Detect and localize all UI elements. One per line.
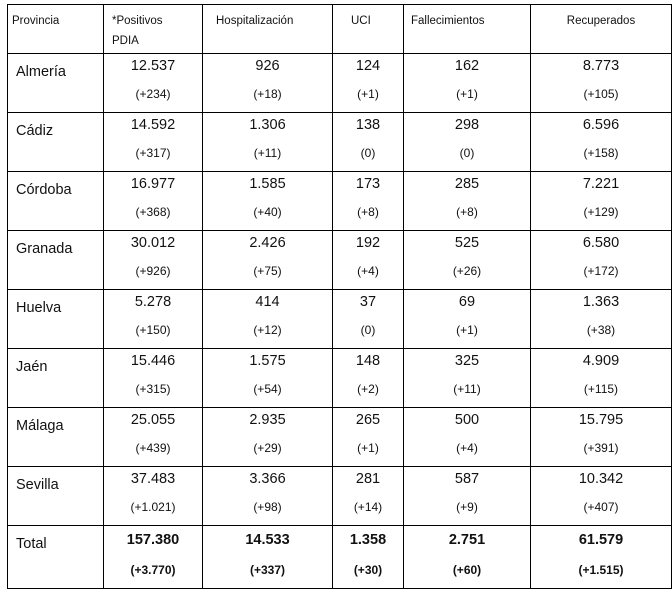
- table-row: [8, 349, 672, 408]
- table-row: [8, 54, 672, 113]
- positivos-value: 25.055: [130, 412, 176, 428]
- recuperados-value: 6.596: [582, 117, 620, 133]
- recuperados-value: 8.773: [582, 58, 620, 74]
- uci-change: (+8): [357, 205, 379, 219]
- recuperados-cell: [531, 54, 672, 113]
- fallecimientos-value: 525: [454, 235, 480, 251]
- positivos-change: (+926): [135, 264, 171, 278]
- uci-change: (+1): [357, 87, 379, 101]
- header-uci: UCI: [333, 5, 404, 54]
- positivos-cell: [104, 290, 203, 349]
- uci-value: 173: [355, 176, 381, 192]
- hospitalizacion-change: (+18): [253, 87, 282, 101]
- hospitalizacion-value: 1.306: [249, 117, 286, 133]
- positivos-cell: [104, 172, 203, 231]
- hospitalizacion-value: 414: [255, 294, 280, 310]
- fallecimientos-value: 325: [454, 353, 480, 369]
- fallecimientos-value: 69: [458, 294, 476, 310]
- fallecimientos-change: (+11): [453, 382, 481, 396]
- recuperados-change: (+129): [583, 205, 619, 219]
- hospitalizacion-change: (+29): [253, 441, 282, 455]
- positivos-change: (+1.021): [130, 500, 176, 514]
- hospitalizacion-value: 926: [255, 58, 280, 74]
- fallecimientos-cell: [404, 231, 531, 290]
- uci-cell: [333, 467, 404, 526]
- fallecimientos-change: (0): [459, 146, 475, 160]
- fallecimientos-value: 587: [454, 471, 480, 487]
- hospitalizacion-change: (+54): [253, 382, 282, 396]
- uci-change: (+4): [357, 264, 379, 278]
- uci-value: 37: [359, 294, 377, 310]
- recuperados-cell: [531, 231, 672, 290]
- hospitalizacion-value: 2.935: [249, 412, 286, 428]
- table-row: [8, 467, 672, 526]
- recuperados-cell: [531, 290, 672, 349]
- province-name: Córdoba: [8, 172, 104, 231]
- positivos-cell: [104, 526, 203, 589]
- hospitalizacion-value: 3.366: [249, 471, 286, 487]
- hospitalizacion-cell: [203, 349, 333, 408]
- recuperados-value: 7.221: [582, 176, 620, 192]
- fallecimientos-cell: [404, 526, 531, 589]
- uci-change: (0): [360, 146, 376, 160]
- fallecimientos-change: (+4): [456, 441, 478, 455]
- positivos-change: (+234): [135, 87, 171, 101]
- recuperados-change: (+115): [583, 382, 619, 396]
- recuperados-value: 61.579: [578, 532, 624, 548]
- uci-cell: [333, 526, 404, 589]
- positivos-cell: [104, 231, 203, 290]
- positivos-value: 30.012: [130, 235, 176, 251]
- positivos-change: (+150): [135, 323, 171, 337]
- positivos-value: 157.380: [126, 532, 180, 548]
- province-name: Granada: [8, 231, 104, 290]
- positivos-change: (+317): [135, 146, 171, 160]
- recuperados-cell: [531, 526, 672, 589]
- hospitalizacion-value: 2.426: [249, 235, 286, 251]
- uci-cell: [333, 408, 404, 467]
- recuperados-value: 1.363: [582, 294, 620, 310]
- positivos-cell: [104, 113, 203, 172]
- hospitalizacion-change: (+337): [249, 563, 286, 577]
- header-provincia: Provincia: [8, 5, 104, 54]
- hospitalizacion-cell: [203, 172, 333, 231]
- fallecimientos-cell: [404, 467, 531, 526]
- province-name: Total: [8, 526, 104, 589]
- positivos-change: (+3.770): [130, 563, 176, 577]
- header-positivos: [104, 5, 203, 54]
- recuperados-cell: [531, 113, 672, 172]
- uci-value: 124: [355, 58, 381, 74]
- fallecimientos-change: (+26): [452, 264, 482, 278]
- uci-cell: [333, 54, 404, 113]
- positivos-cell: [104, 54, 203, 113]
- recuperados-change: (+407): [583, 500, 619, 514]
- hospitalizacion-change: (+12): [253, 323, 282, 337]
- province-name: Huelva: [8, 290, 104, 349]
- hospitalizacion-cell: [203, 231, 333, 290]
- fallecimientos-cell: [404, 408, 531, 467]
- recuperados-cell: [531, 467, 672, 526]
- fallecimientos-change: (+9): [456, 500, 478, 514]
- province-name: Sevilla: [8, 467, 104, 526]
- table-body: [8, 54, 672, 589]
- fallecimientos-value: 500: [454, 412, 480, 428]
- fallecimientos-change: (+60): [452, 563, 482, 577]
- table-row: [8, 290, 672, 349]
- recuperados-cell: [531, 172, 672, 231]
- recuperados-change: (+158): [583, 146, 619, 160]
- hospitalizacion-value: 1.585: [249, 176, 286, 192]
- uci-cell: [333, 231, 404, 290]
- hospitalizacion-change: (+75): [253, 264, 282, 278]
- header-positivos-line1: *Positivos: [112, 15, 163, 27]
- province-name: Málaga: [8, 408, 104, 467]
- fallecimientos-cell: [404, 290, 531, 349]
- fallecimientos-value: 2.751: [448, 532, 486, 548]
- province-name: Almería: [8, 54, 104, 113]
- recuperados-value: 6.580: [582, 235, 620, 251]
- positivos-value: 16.977: [130, 176, 176, 192]
- fallecimientos-change: (+1): [456, 87, 478, 101]
- uci-change: (+30): [353, 563, 383, 577]
- hospitalizacion-cell: [203, 526, 333, 589]
- recuperados-change: (+105): [583, 87, 619, 101]
- hospitalizacion-cell: [203, 408, 333, 467]
- uci-change: (+1): [357, 441, 379, 455]
- header-fallecimientos: Fallecimientos: [404, 5, 531, 54]
- hospitalizacion-value: 14.533: [245, 532, 290, 548]
- fallecimientos-value: 285: [454, 176, 480, 192]
- recuperados-cell: [531, 349, 672, 408]
- header-row: [8, 5, 672, 54]
- fallecimientos-change: (+8): [456, 205, 478, 219]
- positivos-change: (+439): [135, 441, 171, 455]
- table-row: [8, 172, 672, 231]
- positivos-change: (+315): [135, 382, 171, 396]
- uci-value: 138: [355, 117, 381, 133]
- uci-cell: [333, 349, 404, 408]
- uci-value: 1.358: [349, 532, 387, 548]
- recuperados-cell: [531, 408, 672, 467]
- total-row: [8, 526, 672, 589]
- hospitalizacion-change: (+11): [253, 146, 282, 160]
- recuperados-change: (+391): [583, 441, 619, 455]
- fallecimientos-cell: [404, 172, 531, 231]
- hospitalizacion-change: (+40): [253, 205, 282, 219]
- covid-data-table: [7, 4, 672, 589]
- hospitalizacion-cell: [203, 290, 333, 349]
- hospitalizacion-cell: [203, 54, 333, 113]
- fallecimientos-value: 162: [454, 58, 480, 74]
- recuperados-value: 4.909: [582, 353, 620, 369]
- uci-value: 148: [355, 353, 381, 369]
- fallecimientos-value: 298: [454, 117, 480, 133]
- recuperados-value: 15.795: [578, 412, 624, 428]
- table-row: [8, 231, 672, 290]
- uci-value: 281: [355, 471, 381, 487]
- positivos-cell: [104, 408, 203, 467]
- uci-cell: [333, 172, 404, 231]
- fallecimientos-cell: [404, 113, 531, 172]
- positivos-value: 5.278: [134, 294, 172, 310]
- uci-change: (+14): [353, 500, 383, 514]
- header-hospitalizacion: Hospitalización: [203, 5, 333, 54]
- header-recuperados: Recuperados: [531, 5, 672, 54]
- province-name: Jaén: [8, 349, 104, 408]
- positivos-value: 12.537: [130, 58, 176, 74]
- recuperados-change: (+172): [583, 264, 619, 278]
- uci-change: (0): [360, 323, 376, 337]
- recuperados-value: 10.342: [578, 471, 624, 487]
- fallecimientos-change: (+1): [456, 323, 478, 337]
- uci-cell: [333, 113, 404, 172]
- positivos-value: 14.592: [130, 117, 176, 133]
- positivos-cell: [104, 349, 203, 408]
- hospitalizacion-value: 1.575: [249, 353, 286, 369]
- uci-value: 192: [355, 235, 381, 251]
- table-row: [8, 408, 672, 467]
- header-positivos-line2: PDIA: [112, 35, 139, 47]
- hospitalizacion-cell: [203, 467, 333, 526]
- uci-change: (+2): [357, 382, 379, 396]
- positivos-cell: [104, 467, 203, 526]
- hospitalizacion-change: (+98): [253, 500, 282, 514]
- uci-cell: [333, 290, 404, 349]
- recuperados-change: (+1.515): [578, 563, 624, 577]
- positivos-change: (+368): [135, 205, 171, 219]
- fallecimientos-cell: [404, 54, 531, 113]
- positivos-value: 37.483: [130, 471, 176, 487]
- table-row: [8, 113, 672, 172]
- recuperados-change: (+38): [586, 323, 616, 337]
- fallecimientos-cell: [404, 349, 531, 408]
- province-name: Cádiz: [8, 113, 104, 172]
- positivos-value: 15.446: [130, 353, 176, 369]
- uci-value: 265: [355, 412, 381, 428]
- hospitalizacion-cell: [203, 113, 333, 172]
